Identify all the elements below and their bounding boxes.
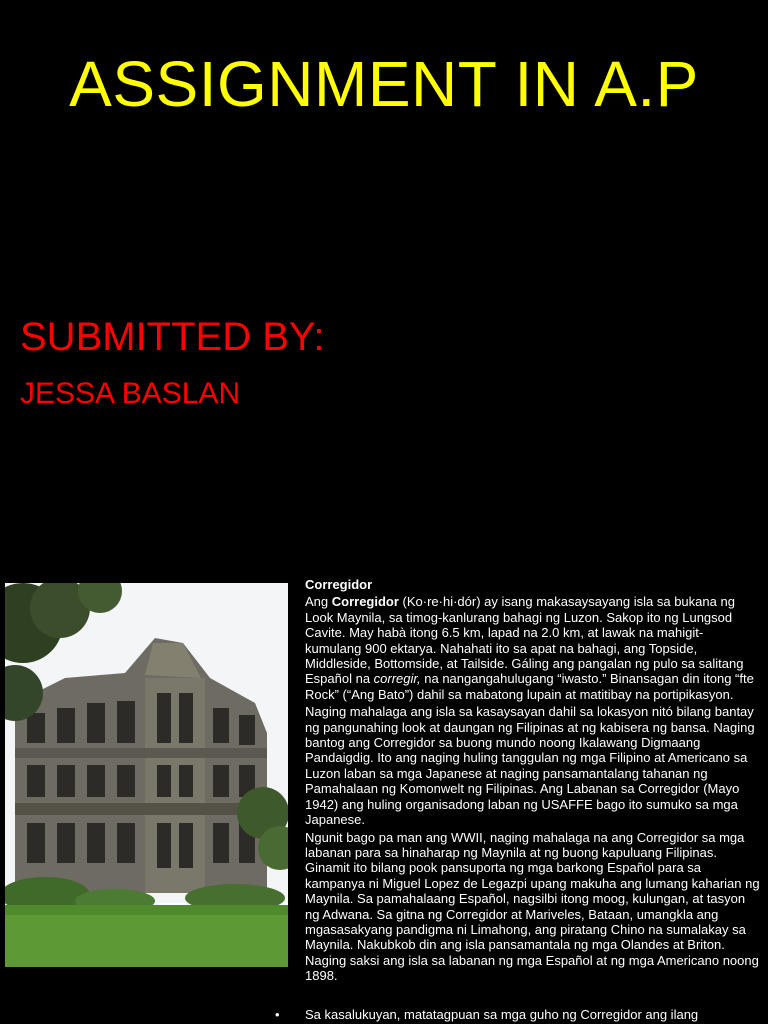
intro-text-1: (Ko·re·hi·dór) ay isang makasaysayang isla sa bukana ng Look Maynila, sa timog-kanlurang bahagi ng Luzon. Sakop ito ng Lungsod Cavite. May habà itong 6.5 km, lapad na 2.0 km, at lawak na mahigit- kumulang 900 ektarya. Nahahati ito sa apat na bahagi, ang Topside, Middleside, Bottomside, at Tailside. Gáling ang pangalan ng pulo sa salitang Español na	[305, 594, 744, 687]
article-paragraph-3: Ngunit bago pa man ang WWII, naging mahalaga na ang Corregidor sa mga labanan para sa hinaharap ng Maynila at ng buong kapuluang Filipinas. Ginamit ito bilang pook pansuporta ng mga barkong Español para sa kampanya ni Miguel Lopez de Legazpi upang makuha ang lumang kaharian ng Maynila. Sa pamahalaang Español, nagsilbi itong moog, kulungan, at tasyon ng Adwana. Sa gitna ng Corregidor at Mariveles, Bataan, umangkla ang mgasasakyang pandigma ni Limahong, ang piratang Chino na sumalakay sa Maynila. Nakubkob din ang isla pansamantala ng mga Olandes at Briton. Naging saksi ang isla sa labanan ng mga Español at ng mga Americano noong 1898.	[305, 829, 760, 984]
intro-prefix: Ang	[305, 594, 332, 610]
bullet-text: Sa kasalukuyan, matatagpuan sa mga guho ng Corregidor ang ilang	[305, 1007, 699, 1022]
slide-title: ASSIGNMENT IN A.P	[69, 48, 699, 120]
intro-text-2: na nangangahulugang “iwasto.” Binansagan din itong “fte Rock” (“Ang Bato”) dahil sa mabatong lupain at matitibay na portipikasyon.	[305, 671, 754, 702]
intro-italic-term: corregir,	[373, 671, 421, 687]
corregidor-ruins-photo	[5, 583, 288, 967]
article-paragraph-intro	[305, 594, 760, 702]
author-name: JESSA BASLAN	[20, 377, 241, 410]
intro-bold-term: Corregidor	[331, 594, 399, 610]
article-heading: Corregidor	[305, 577, 373, 592]
ruins-illustration	[5, 583, 288, 967]
article-body	[305, 577, 760, 986]
submitted-by-label: SUBMITTED BY:	[20, 315, 325, 359]
bullet-marker: •	[275, 1007, 280, 1022]
article-paragraph-2: Naging mahalaga ang isla sa kasaysayan dahil sa lokasyon nitó bilang bantay ng pangunahing look at daungan ng Filipinas at ng kabisera ng bansa. Naging bantog ang Corregidor sa buong mundo noong Ikalawang Digmaang Pandaigdig. Ito ang naging huling tanggulan ng mga Filipino at Americano sa Luzon laban sa mga Japanese at naging pansamantalang tahanan ng Pamahalaan ng Komonwelt ng Filipinas. Ang Labanan sa Corregidor (Mayo 1942) ang huling organisadong laban ng USAFFE bago ito sumuko sa mga Japanese.	[305, 704, 755, 828]
